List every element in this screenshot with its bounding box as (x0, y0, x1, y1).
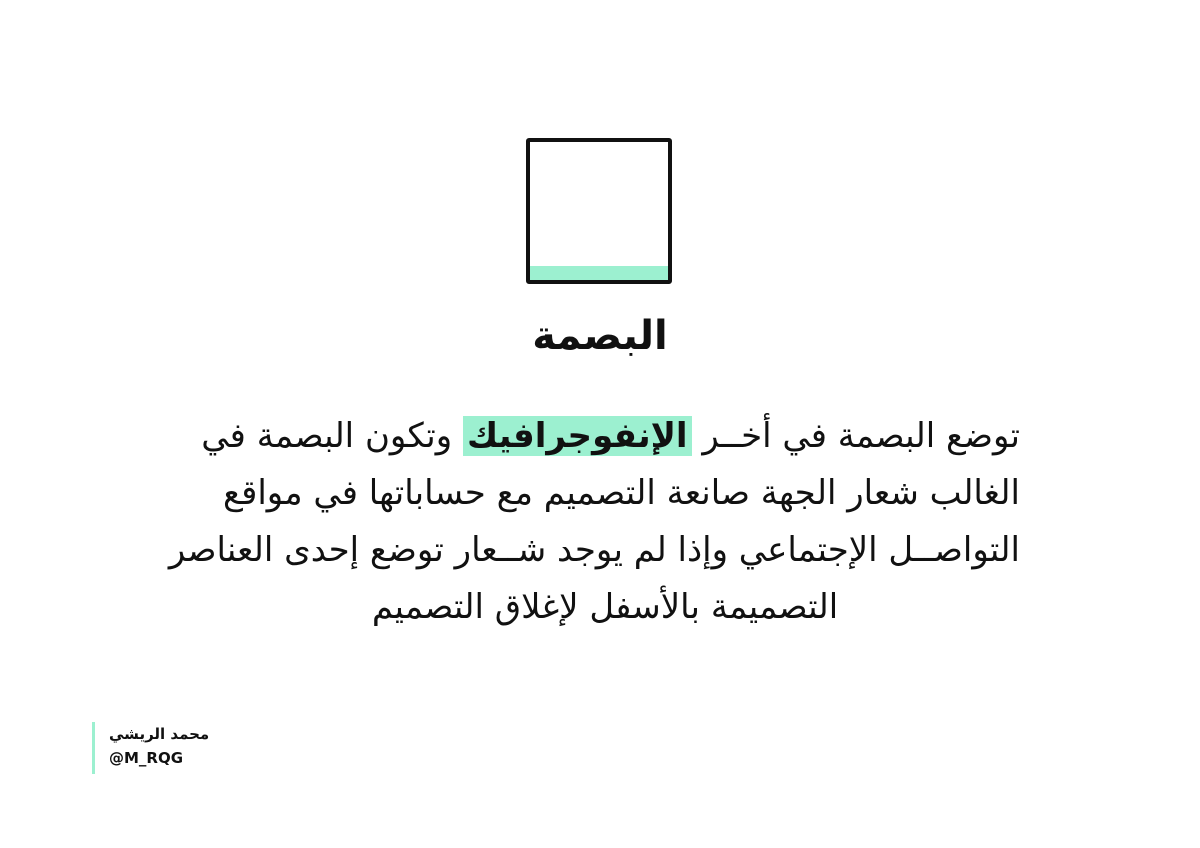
footer-band-accent (530, 266, 668, 280)
body-line-3: التواصــل الإجتماعي وإذا لم يوجد شــعار توضع إحدى العناصر (168, 530, 1020, 570)
author-signature (92, 722, 209, 774)
body-line-2: الغالب شعار الجهة صانعة التصميم مع حساباتها في مواقع (222, 473, 1020, 513)
body-paragraph (160, 408, 1020, 636)
highlighted-term: الإنفوجرافيك (463, 416, 692, 456)
body-line-1-start: توضع البصمة في أخــر (702, 416, 1020, 456)
body-line-4: التصميمة بالأسفل لإغلاق التصميم (371, 587, 839, 627)
body-line-1 (160, 408, 1020, 465)
watermark-footer-icon (526, 138, 672, 284)
body-line-1-end: وتكون البصمة في (201, 416, 453, 456)
author-handle: @M_RQG (109, 749, 184, 767)
author-name: محمد الريشي (109, 725, 210, 743)
page-title: البصمة (532, 313, 668, 359)
